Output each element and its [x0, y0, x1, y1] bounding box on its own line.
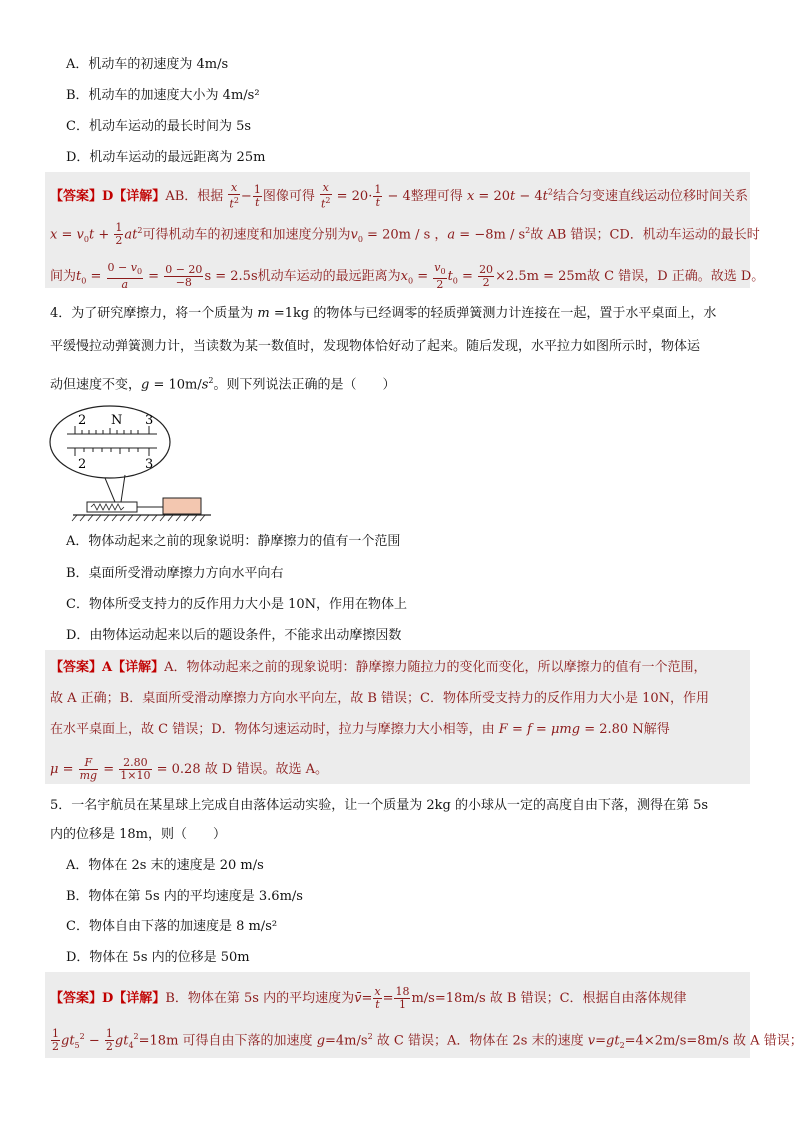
question-stem: 5．一名宇航员在某星球上完成自由落体运动实验，让一个质量为 2kg 的小球从一定的高度自由下落，测得在第 5s: [50, 798, 709, 813]
option-b: B．桌面所受滑动摩擦力方向水平向右: [66, 566, 284, 581]
answer-line: 间为$t_0$ = $\frac{0 - v_0}{a}$ = $\frac{0 - 20}{-8}$ s = 2.5s机动车运动的最远距离为$x_0$ = $\frac{v_0}{2}$ $t_0$ = $\frac{20}{2}$ ×2.5m = 25m故 C 错误，D 正确。故选 D。: [50, 261, 765, 292]
block: [163, 498, 201, 514]
detail-tag: 【详解】: [113, 991, 166, 1006]
explanation-text: 间为: [50, 269, 77, 285]
option-d: D．由物体运动起来以后的题设条件，不能求出动摩擦因数: [66, 628, 402, 643]
answer-line: 【答案】D【详解】B．物体在第 5s 内的平均速度为v̄= $\frac{x}{t}$ = $\frac{18}{1}$ m/s=18m/s 故 B 错误；C．根据自由落体规律: [50, 985, 687, 1011]
zoom-pointer-line: [105, 478, 115, 502]
explanation-text: 机动车运动的最远距离为: [257, 269, 401, 285]
answer-line: $\frac{1}{2}$ $gt_5^2$ − $\frac{1}{2}$ $gt_4^2=18m$ 可得自由下落的加速度 $g=4m/s^2$ 故 C 错误；A．物体在 2s 末的速度 $v=gt_2=4\times 2m/s=8m/s$ 故 A 错误；: [52, 1027, 803, 1054]
option-a: A．物体在 2s 末的速度是 20 m/s: [66, 858, 264, 873]
explanation-text: 整理可得: [410, 188, 463, 204]
explanation-text: 故 D 错误。故选 A。: [204, 762, 328, 777]
unit-label: N: [111, 413, 123, 428]
option-c: C．机动车运动的最长时间为 5s: [66, 119, 252, 134]
option-b: B．物体在第 5s 内的平均速度是 3.6m/s: [66, 889, 303, 904]
explanation-text: 在水平桌面上，故 C 错误；D．物体匀速运动时，拉力与摩擦力大小相等，由: [50, 722, 495, 737]
explanation-text: 故 C 错误；A．物体在 2s 末的速度: [376, 1033, 584, 1049]
surface-hatching: [72, 515, 205, 521]
explanation-text: A．物体动起来之前的现象说明：静摩擦力随拉力的变化而变化，所以摩擦力的值有一个范围，: [164, 660, 707, 675]
question-stem: 内的位移是 18m，则（ ）: [50, 827, 227, 842]
answer-line: μ = $\frac{F}{mg}$ = $\frac{2.80}{1\times 10}$ = 0.28 故 D 错误。故选 A。: [50, 756, 328, 782]
answer-tag: 【答案】: [50, 660, 103, 675]
scale-label-3-bottom: 3: [145, 457, 154, 472]
explanation-text: =18m 可得自由下落的加速度: [138, 1033, 313, 1049]
option-c: C．物体所受支持力的反作用力大小是 10N，作用在物体上: [66, 597, 407, 612]
answer-line: 【答案】D【详解】AB．根据 $\frac{x}{t^2}$ − $\frac{1}{t}$ 图像可得 $\frac{x}{t^2}$ = 20· $\frac{1}{t}$ − 4整理可得 $x = 20t - 4t^2$结合匀变速直线运动位移时间关系: [50, 181, 748, 211]
scale-label-2-top: 2: [78, 413, 87, 428]
answer-line: $x = v_0t$ + $\frac{1}{2}$ $at^2$可得机动车的初速度和加速度分别为$v_0 = 20m / s$ ，$a = -8m / s^2$故 AB 错误；CD．机动车运动的最长时: [50, 221, 760, 248]
answer-tag: 【答案】: [50, 188, 103, 204]
detail-tag: 【详解】: [112, 660, 165, 675]
answer-line: 故 A 正确；B．桌面所受滑动摩擦力方向水平向左，故 B 错误；C．物体所受支持力的反作用力大小是 10N，作用: [50, 691, 710, 706]
explanation-text: 故 C 错误，D 正确。故选 D。: [586, 269, 765, 285]
question-stem: 平缓慢拉动弹簧测力计，当读数为某一数值时，发现物体恰好动了起来。随后发现，水平拉力如图所示时，物体运: [50, 339, 701, 354]
answer-line: 在水平桌面上，故 C 错误；D．物体匀速运动时，拉力与摩擦力大小相等，由 F = f = μmg = 2.80 N解得: [50, 722, 670, 737]
answer-value: A: [102, 660, 113, 675]
explanation-text: 可得机动车的初速度和加速度分别为: [142, 227, 351, 243]
option-a: A．物体动起来之前的现象说明：静摩擦力的值有一个范围: [66, 534, 401, 549]
option-b: B．机动车的加速度大小为 4m/s²: [66, 88, 260, 103]
option-d: D．机动车运动的最远距离为 25m: [66, 150, 266, 165]
spring-scale-figure: [45, 402, 215, 527]
answer-tag: 【答案】: [50, 991, 103, 1006]
explanation-text: 故 AB 错误；CD．机动车运动的最长时: [530, 227, 760, 243]
question-stem: 动但速度不变，$g = 10m/s^2$。则下列说法正确的是（ ）: [50, 376, 396, 393]
explanation-text: 故 A 错误；: [733, 1033, 803, 1049]
scale-label-2-bottom: 2: [78, 457, 87, 472]
answer-line: [50, 659, 707, 677]
explanation-text: 解得: [643, 722, 670, 737]
option-c: C．物体自由下落的加速度是 8 m/s²: [66, 919, 278, 934]
explanation-text: 结合匀变速直线运动位移时间关系: [552, 188, 748, 204]
answer-value: D: [102, 991, 114, 1006]
explanation-text: AB．根据: [165, 188, 224, 204]
scale-label-3-top: 3: [145, 413, 154, 428]
explanation-text: 图像可得: [262, 188, 315, 204]
option-a: A．机动车的初速度为 4m/s: [66, 57, 229, 72]
option-d: D．物体在 5s 内的位移是 50m: [66, 950, 250, 965]
detail-tag: 【详解】: [113, 188, 166, 204]
explanation-text: m/s=18m/s 故 B 错误；C．根据自由落体规律: [411, 991, 687, 1006]
question-stem: 4．为了研究摩擦力，将一个质量为 m =1kg 的物体与已经调零的轻质弹簧测力计连接在一起，置于水平桌面上，水: [50, 306, 717, 321]
explanation-text: B．物体在第 5s 内的平均速度为: [165, 991, 355, 1006]
answer-value: D: [102, 188, 114, 204]
